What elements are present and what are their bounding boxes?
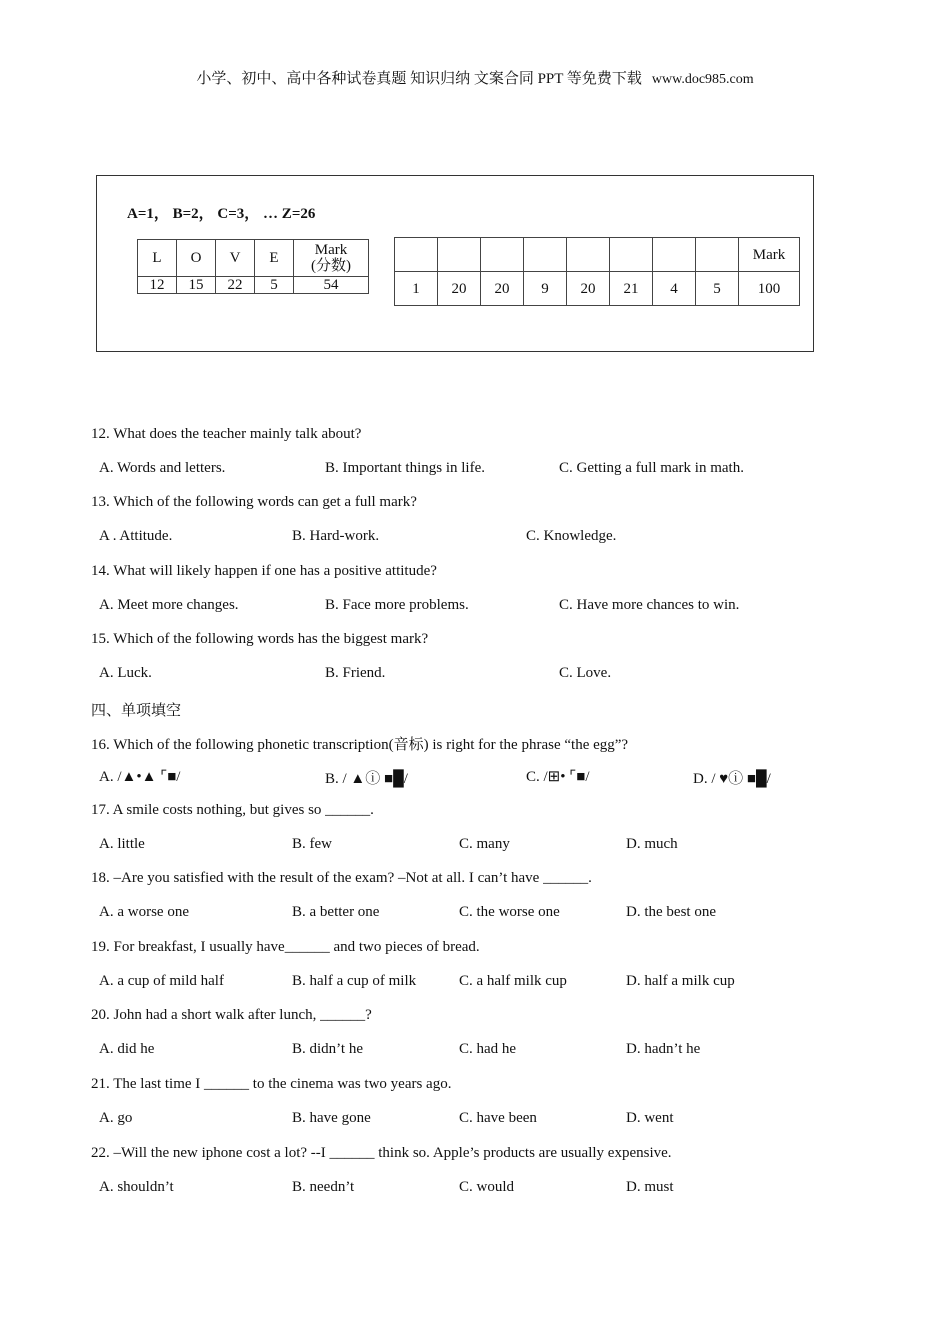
letter-code: A=1， B=2， C=3， … Z=26: [127, 206, 316, 222]
question-text: 20. John had a short walk after lunch, ______?: [91, 1007, 372, 1024]
love-table: [137, 239, 369, 294]
cell: 54: [294, 277, 369, 294]
cell: Mark (分数): [294, 240, 369, 277]
answer-option: B. half a cup of milk: [292, 972, 417, 989]
cell: L: [138, 240, 177, 277]
cell: 20: [567, 272, 610, 306]
cell: 5: [255, 277, 294, 294]
answer-option: B. Friend.: [325, 664, 386, 681]
header-text: 小学、初中、高中各种试卷真题 知识归纳 文案合同 PPT 等免费下载: [196, 71, 642, 87]
question-text: 16. Which of the following phonetic transcription(音标) is right for the phrase “the egg”?: [91, 737, 629, 753]
answer-option: B. Important things in life.: [325, 460, 485, 476]
answer-option: B. didn’t he: [292, 1041, 363, 1058]
question-text: 21. The last time I ______ to the cinema was two years ago.: [91, 1076, 452, 1092]
question-text: 13. Which of the following words can get a full mark?: [91, 494, 417, 511]
page-header: [0, 67, 950, 88]
cell: [653, 238, 696, 272]
cell: E: [255, 240, 294, 277]
section-heading: 四、单项填空: [91, 703, 182, 719]
answer-option: C. many: [459, 835, 510, 852]
question-text: 22. –Will the new iphone cost a lot? --I ______ think so. Apple’s products are usually expensive.: [91, 1144, 672, 1161]
cell: 5: [696, 272, 739, 306]
answer-option: D. / ♥ⓘ ■█/: [693, 771, 771, 787]
answer-option: A. a worse one: [99, 904, 189, 921]
answer-option: B. a better one: [292, 904, 380, 921]
cell: 15: [177, 277, 216, 294]
question-text: 15. Which of the following words has the biggest mark?: [91, 630, 429, 647]
answer-option: A. Words and letters.: [99, 460, 226, 476]
answer-option: C. Have more chances to win.: [559, 596, 740, 613]
answer-option: A. did he: [99, 1041, 155, 1058]
cell: [567, 238, 610, 272]
answer-option: D. the best one: [626, 904, 716, 921]
cell: 1: [395, 272, 438, 306]
cell: 20: [481, 272, 524, 306]
cell: [696, 238, 739, 272]
answer-option: B. have gone: [292, 1110, 371, 1126]
answer-option: C. Getting a full mark in math.: [559, 460, 744, 476]
question-text: 14. What will likely happen if one has a positive attitude?: [91, 562, 437, 579]
answer-option: B. Face more problems.: [325, 596, 469, 613]
cell: 22: [216, 277, 255, 294]
answer-option: C. have been: [459, 1110, 537, 1126]
answer-option: B. few: [292, 835, 332, 852]
answer-option: A. go: [99, 1110, 133, 1126]
answer-option: C. would: [459, 1178, 515, 1195]
answer-option: C. Knowledge.: [526, 528, 617, 545]
cell: [610, 238, 653, 272]
cell: 20: [438, 272, 481, 306]
answer-option: D. went: [626, 1110, 674, 1126]
answer-option: D. hadn’t he: [626, 1041, 701, 1058]
cell: [524, 238, 567, 272]
answer-option: B. / ▲ⓘ ■█/: [325, 771, 408, 787]
cell: [438, 238, 481, 272]
cell: O: [177, 240, 216, 277]
answer-option: C. Love.: [559, 664, 612, 681]
answer-option: D. much: [626, 835, 678, 852]
answer-option: B. Hard-work.: [292, 528, 380, 545]
cell: 21: [610, 272, 653, 306]
question-text: 17. A smile costs nothing, but gives so ______.: [91, 801, 374, 818]
answer-option: A. little: [99, 835, 145, 852]
cell: 12: [138, 277, 177, 294]
cell: 100: [739, 272, 800, 306]
cell: 9: [524, 272, 567, 306]
answer-option: D. half a milk cup: [626, 972, 735, 989]
cell: Mark: [739, 238, 800, 272]
question-text: 18. –Are you satisfied with the result of the exam? –Not at all. I can’t have ______.: [91, 870, 592, 887]
answer-option: C. had he: [459, 1041, 517, 1058]
answer-option: A. /▲•▲ ⌜■/: [99, 769, 181, 785]
attitude-table: [394, 237, 800, 306]
answer-option: A . Attitude.: [99, 528, 173, 545]
answer-option: C. /⊞• ⌜■/: [526, 769, 590, 785]
answer-option: D. must: [626, 1178, 674, 1195]
answer-option: C. the worse one: [459, 904, 560, 921]
cell: V: [216, 240, 255, 277]
answer-option: A. a cup of mild half: [99, 972, 224, 989]
answer-option: B. needn’t: [292, 1178, 355, 1195]
header-url: www.doc985.com: [651, 72, 754, 87]
answer-option: A. Luck.: [99, 664, 152, 681]
cell: [395, 238, 438, 272]
answer-option: A. Meet more changes.: [99, 596, 239, 613]
letter-value-box: [96, 175, 814, 352]
question-text: 19. For breakfast, I usually have______ and two pieces of bread.: [91, 938, 480, 955]
cell: 4: [653, 272, 696, 306]
cell: [481, 238, 524, 272]
question-text: 12. What does the teacher mainly talk about?: [91, 426, 362, 442]
answer-option: C. a half milk cup: [459, 972, 567, 989]
answer-option: A. shouldn’t: [99, 1178, 174, 1195]
